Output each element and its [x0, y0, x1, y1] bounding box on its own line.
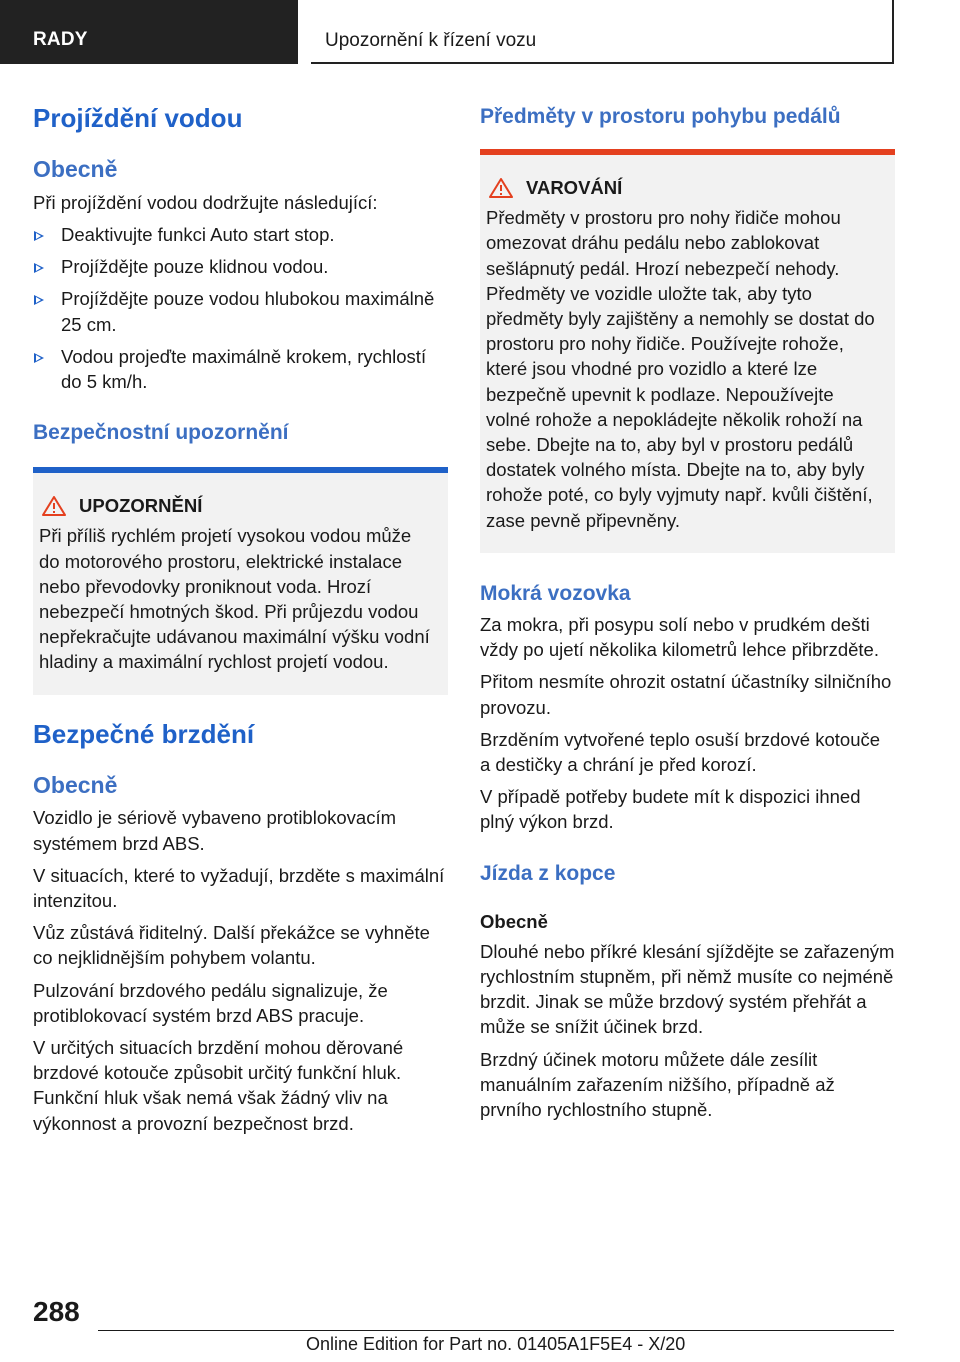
list-item: Vodou projeďte maximálně krokem, rychlostí do 5 km/h.: [33, 344, 448, 394]
header-section-tab: [0, 0, 298, 64]
braking-paragraph: V určitých situacích brzdění mohou děrované brzdové kotouče způsobit určitý funkční hluk. Funkční hluk však nemá však žádný vliv na výkonnost a provozní bezpečnost brzd.: [33, 1037, 404, 1134]
warning-text: Předměty v prostoru pro nohy řidiče mohou omezovat dráhu pedálu nebo zablokovat sešlápnutý pedál. Hrozí nebezpečí nehody. Předměty ve vozidle uložte tak, aby tyto předměty byly zajištěny a nemohly se dostat do prostoru pro nohy řidiče. Používejte rohože, které jsou vhodné pro vozidlo a které lze bezpečně upevnit k podlaze. Nepoužívejte volné rohože a nepokládejte několik rohoží na sebe. Dbejte na to, aby byl v prostoru pedálů dostatek volného místa. Dbejte na to, aby byly rohože poté, co byly vyjmuty např. kvůli čištění, zase pevně připevněny.: [486, 207, 875, 531]
warning-box: [480, 149, 895, 553]
subheading-braking-general: Obecně: [33, 771, 118, 798]
braking-paragraph: Vozidlo je sériově vybaveno protiblokovacím systémem brzd ABS.: [33, 807, 396, 854]
heading-safe-braking: Bezpečné brzdění: [33, 718, 255, 749]
page-number: 288: [33, 1296, 80, 1327]
footer-divider: [98, 1330, 894, 1331]
triangle-bullet-icon: [34, 263, 44, 273]
heading-pedal-objects: Předměty v prostoru pohybu pedálů: [480, 105, 841, 128]
wet-paragraph: Za mokra, při posypu solí nebo v prudkém dešti vždy po ujetí několika kilometrů lehce přibrzděte.: [480, 614, 879, 661]
braking-paragraph: Pulzování brzdového pedálu signalizuje, že protiblokovací systém brzd ABS pracuje.: [33, 979, 388, 1026]
braking-paragraph: V situacích, které to vyžadují, brzděte s maximální intenzitou.: [33, 864, 445, 911]
edition-note: Online Edition for Part no. 01405A1F5E4 - X/20: [306, 1334, 686, 1354]
header-section-label: RADY: [33, 29, 88, 50]
left-column: [33, 100, 448, 1136]
notice-box: [33, 467, 448, 694]
subheading-downhill-general: Obecně: [480, 910, 548, 932]
water-list: [33, 222, 448, 394]
subheading-water-general: Obecně: [33, 156, 118, 183]
wet-paragraph: V případě potřeby budete mít k dispozici ihned plný výkon brzd.: [480, 786, 861, 833]
right-column: [480, 100, 895, 1122]
triangle-bullet-icon: [34, 353, 44, 363]
warning-triangle-icon: [488, 177, 514, 199]
subheading-safety-notice: Bezpečnostní upozornění: [33, 421, 289, 445]
triangle-bullet-icon: [34, 231, 44, 241]
braking-paragraph: Vůz zůstává řiditelný. Další překážce se vyhněte co nejklidnějším pohybem volantu.: [33, 922, 430, 969]
wet-paragraph: Brzděním vytvořené teplo osuší brzdové kotouče a destičky a chrání je před korozí.: [480, 728, 881, 776]
warning-title: VAROVÁNÍ: [486, 177, 881, 199]
notice-title: UPOZORNĚNÍ: [39, 495, 434, 517]
header-chapter-label: Upozornění k řízení vozu: [325, 30, 537, 51]
downhill-paragraph: Dlouhé nebo příkré klesání sjíždějte se zařazeným rychlostním stupněm, při němž musíte co nejméně brzdit. Jinak se může brzdový systém přehřát a může se snížit účinek brzd.: [480, 940, 895, 1038]
heading-wet-road: Mokrá vozovka: [480, 581, 631, 605]
heading-water-driving: Projíždění vodou: [33, 103, 243, 133]
heading-downhill: Jízda z kopce: [480, 861, 616, 885]
list-item: Projíždějte pouze vodou hlubokou maximálně 25 cm.: [33, 286, 448, 336]
notice-text: Při příliš rychlém projetí vysokou vodou může do motorového prostoru, elektrické instalace nebo převodovky proniknout voda. Hrozí nebezpečí hmotných škod. Při průjezdu vodou nepřekračujte udávanou maximální výšku vodní hladiny a maximální rychlost projetí vodou.: [39, 525, 430, 673]
list-item: Projíždějte pouze klidnou vodou.: [33, 254, 448, 279]
warning-triangle-icon: [41, 495, 67, 517]
downhill-paragraph: Brzdný účinek motoru můžete dále zesílit manuálním zařazením nižšího, případně až prvního rychlostního stupně.: [480, 1048, 835, 1121]
header-chapter-box: [311, 0, 894, 64]
list-item: Deaktivujte funkci Auto start stop.: [33, 222, 448, 247]
wet-paragraph: Přitom nesmíte ohrozit ostatní účastníky silničního provozu.: [480, 671, 892, 718]
triangle-bullet-icon: [34, 295, 44, 305]
water-intro: Při projíždění vodou dodržujte následující:: [33, 191, 378, 213]
